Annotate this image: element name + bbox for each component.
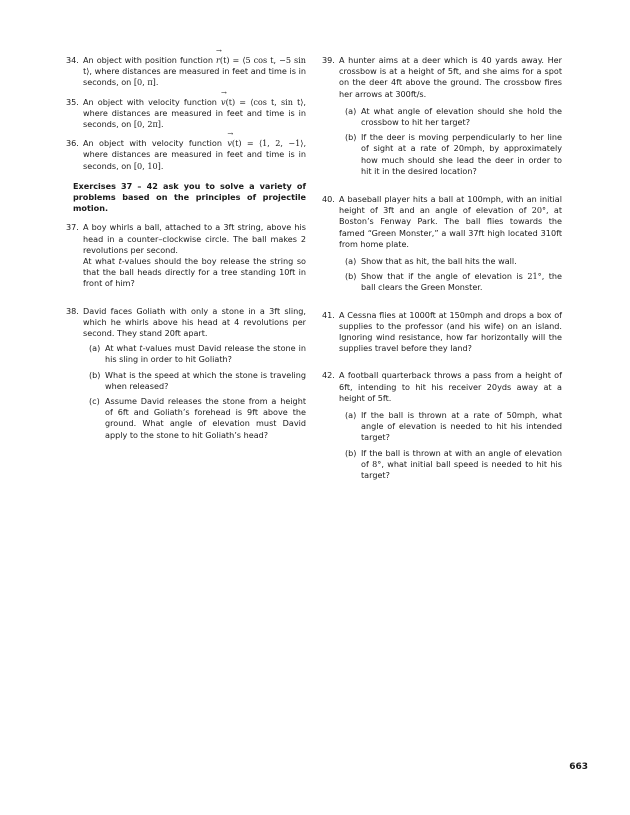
- angle-value: 20°: [531, 205, 547, 216]
- interval: [0, 10]: [133, 160, 161, 171]
- exercise-40-part-a: (a) Show that as hit, the ball hits the wall.: [345, 256, 517, 267]
- math-expression: ⟨cos t, sin t⟩: [250, 96, 304, 107]
- exercise-number: 34.: [66, 55, 79, 65]
- page-number: 663: [569, 762, 588, 772]
- exercise-40-part-b: (b) Show that if the angle of elevation is 21°, the ball clears the Green Monster.: [345, 271, 562, 293]
- left-column: [66, 55, 306, 441]
- exercise-35: 35. An object with velocity function → v(t) = ⟨cos t, sin t⟩, where distances are measured in feet and time is in seconds, on [0, 2π].: [66, 97, 306, 131]
- exercise-40: 40. A baseball player hits a ball at 100mph, with an initial height of 3ft and an angle of elevation of 20°, at Boston’s Fenway Park. The ball flies towards the famed “Green Monster,” a wall 37ft high located 310ft from home plate. (a) Show that as hit, the ball hits the wall. (b) Show that if the angle of elevation is 21°, the ball clears the Green Monster.: [322, 194, 562, 293]
- interval: [0, π]: [133, 77, 156, 88]
- exercise-number: 36.: [66, 138, 79, 149]
- exercise-42: 42. A football quarterback throws a pass from a height of 6ft, intending to hit his receiver 20yds away at a height of 5ft. (a) If the ball is thrown at a rate of 50mph, what angle of elevation is needed to hit his intended target? (b) If the ball is thrown at with an angle of elevation of 8°, what initial ball speed is needed to hit his target?: [322, 370, 563, 481]
- exercise-38-part-c: (c) Assume David releases the stone from a height of 6ft and Goliath’s forehead is 9ft above the ground. What angle of elevation must David apply to the stone to hit Goliath’s head?: [89, 396, 306, 440]
- section-intro: Exercises 37 – 42 ask you to solve a variety of problems based on the principles of projectile motion.: [73, 180, 306, 214]
- exercise-38-part-a: (a) At what t-values must David release the stone in his sling in order to hit Goliath?: [89, 343, 306, 365]
- exercise-38: 38. David faces Goliath with only a stone in a 3ft sling, which he whirls above his head at 4 revolutions per second. They stand 20ft apart. (a) At what t-values must David release the stone in his sling in order to hit Goliath? (b) What is the speed at which the stone is traveling when released? (c) Assume David releases the stone from a height of 6ft and Goliath’s forehead is 9ft above the ground. What angle of elevation must David apply to the stone to hit Goliath’s head?: [66, 305, 306, 440]
- exercise-34: 34. An object with position function → r(t) = ⟨5 cos t, −5 sin t⟩, where distances are measured in feet and time is in seconds, on [0, π].: [66, 55, 306, 89]
- exercise-number: 35.: [66, 96, 79, 107]
- angle-value: 8°: [372, 458, 382, 469]
- exercise-number: 42.: [322, 370, 335, 381]
- exercise-37: 37. A boy whirls a ball, attached to a 3ft string, above his head in a counter–clockwise circle. The ball makes 2 revolutions per second. At what t-values should the boy release the string so that the ball heads directly for a tree standing 10ft in front of him?: [66, 222, 306, 289]
- exercise-38-part-b: (b) What is the speed at which the stone is traveling when released?: [89, 369, 306, 391]
- exercise-42-part-a: (a) If the ball is thrown at a rate of 50mph, what angle of elevation is needed to hit his intended target?: [345, 410, 562, 443]
- exercise-39: 39. A hunter aims at a deer which is 40 yards away. Her crossbow is at a height of 5ft, and she aims for a spot on the deer 4ft above the ground. The crossbow fires her arrows at 300ft/s. (a) At what angle of elevation should she hold the crossbow to hit her target? (b) If the deer is moving perpendicularly to her line of sight at a rate of 20mph, by approximately how much should she lead the deer in order to hit it in the desired location?: [322, 55, 562, 176]
- right-column: [322, 55, 562, 481]
- interval: [0, 2π]: [133, 119, 161, 130]
- exercise-36: 36. An object with velocity function → v(t) = ⟨1, 2, −1⟩, where distances are measured in feet and time is in seconds, on [0, 10].: [66, 138, 306, 172]
- exercise-39-part-b: (b) If the deer is moving perpendicularly to her line of sight at a rate of 20mph, by approximately how much should she lead the deer in order to hit it in the desired location?: [345, 132, 562, 176]
- exercise-number: 37.: [66, 222, 79, 233]
- exercise-number: 38.: [66, 305, 79, 316]
- exercise-41: 41. A Cessna flies at 1000ft at 150mph and drops a box of supplies to the professor (and his wife) on an island. Ignoring wind resistance, how far horizontally will the supplies travel before they land?: [322, 309, 562, 354]
- math-expression: ⟨1, 2, −1⟩: [259, 138, 304, 149]
- exercise-number: 39.: [322, 55, 335, 65]
- exercise-39-part-a: (a) At what angle of elevation should she hold the crossbow to hit her target?: [345, 105, 562, 128]
- exercise-number: 41.: [322, 309, 335, 320]
- angle-value: 21°: [527, 271, 542, 282]
- math-expression: ⟨5 cos t, −5 sin t⟩: [83, 55, 306, 77]
- exercise-42-part-b: (b) If the ball is thrown at with an angle of elevation of 8°, what initial ball speed is needed to hit his target?: [345, 447, 563, 481]
- exercise-number: 40.: [322, 194, 335, 205]
